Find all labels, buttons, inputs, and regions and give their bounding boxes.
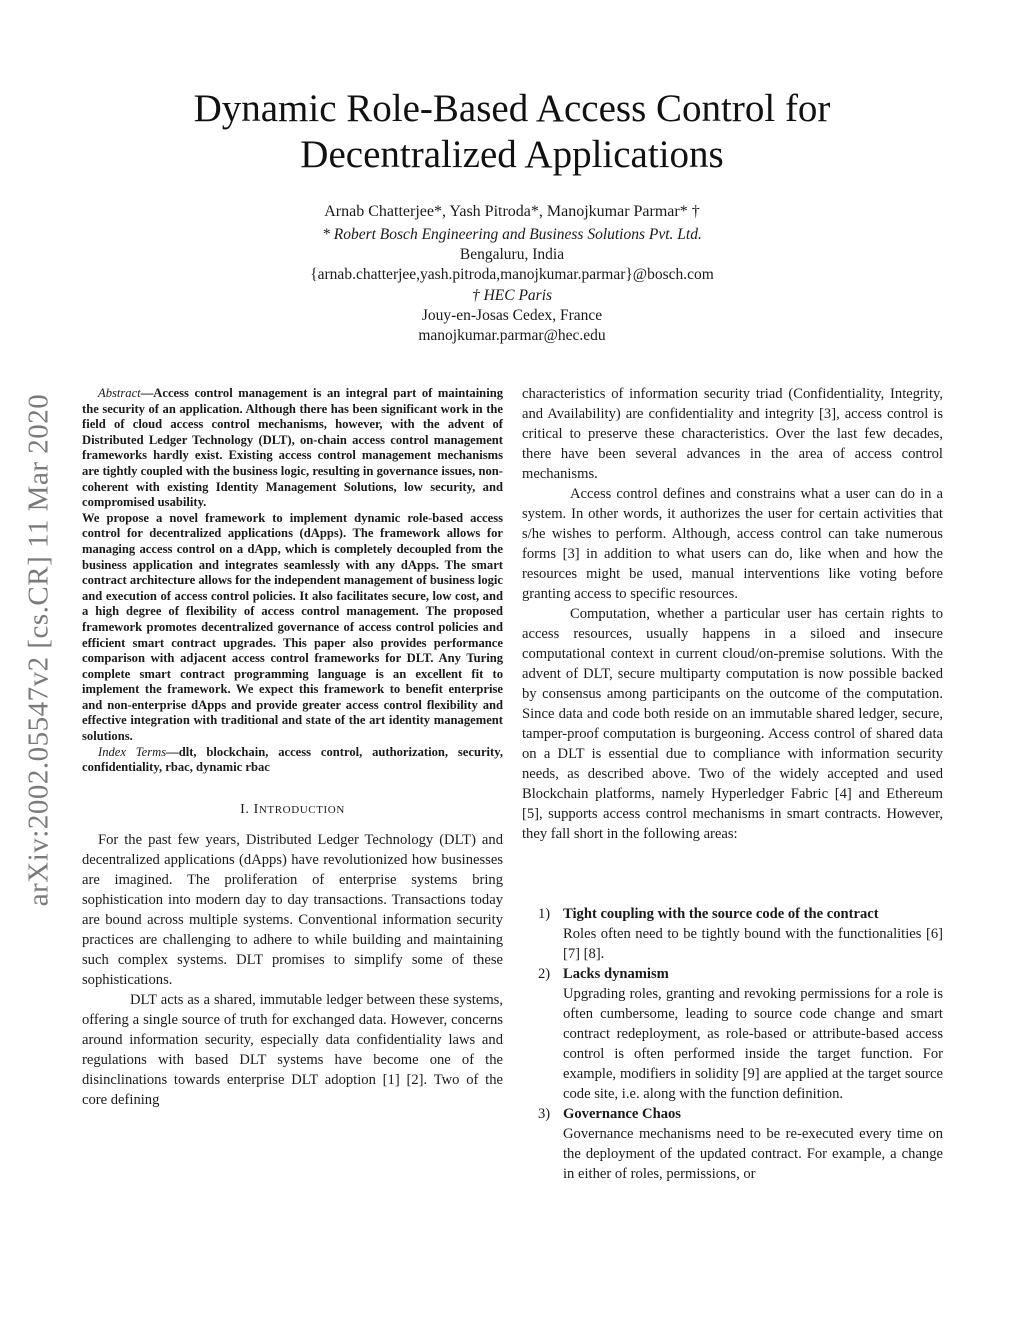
shortcomings-list [522,904,943,1184]
paper-title [100,86,924,178]
affiliation-1-name: * Robert Bosch Engineering and Business Solutions Pvt. Ltd. [322,226,702,243]
affiliation-2-city: Jouy-en-Josas Cedex, France [421,307,603,324]
affiliation-2 [200,286,824,306]
right-paragraph-3: Computation, whether a particular user has certain rights to access resources, usually happens in a siloed and insecure computational context in current cloud/on-premise solutions. With the advent of DLT, secure multiparty computation is now possible backed by consensus among participants on the outcome of the computation. Since data and code both reside on an immutable shared ledger, secure, tamper-proof computation is burgeoning. Access control of shared data on a DLT is essential due to compliance with information security needs, as described above. Two of the widely accepted and used Blockchain platforms, namely Hyperledger Fabric [4] and Ethereum [5], supports access control mechanisms in smart contracts. However, they fall short in the following areas: [522,606,943,842]
right-paragraph-1: characteristics of information security triad (Confidentiality, Integrity, and Availability) are confidentiality and integrity [3], access control is critical to preserve these characteristics. Over the last few decades, there have been several advances in the area of access control mechanisms. [522,386,943,482]
affiliation-1-city: Bengaluru, India [459,246,565,263]
section-heading-introduction [82,800,503,820]
list-item-body: Roles often need to be tightly bound with the functionalities [6] [7] [8]. [563,926,943,962]
arxiv-sidebar-stamp [14,350,64,950]
list-item-title: Lacks dynamism [563,966,669,982]
list-item-number: 1) [538,906,551,922]
index-terms-text: —dlt, blockchain, access control, authorization, security, confidentiality, rbac, dynamic rbac [82,744,503,775]
intro-paragraph-1: For the past few years, Distributed Ledger Technology (DLT) and decentralized applications (dApps) have revolutionized how businesses are imagined. The proliferation of enterprise systems bring sophistication into modern day to day transactions. Transactions today are bound across multiple systems. Conventional information security practices are challenging to adhere to while building and maintaining such complex systems. DLT promises to simplify some of these sophistications. [82,831,503,988]
title-line-1: Dynamic Role-Based Access Control for [193,87,831,130]
list-item-number: 3) [538,1106,551,1122]
affiliation-2-name: † HEC Paris [471,287,553,304]
right-paragraph-2: Access control defines and constrains what a user can do in a system. In other words, it authorizes the user for certain activities that s/he wishes to perform. Although, access control can take numerous forms [3] in addition to what users can do, like when and how the resources might be used, manual interventions like voting before granting access to specific resources. [522,486,943,602]
left-column [82,386,503,1110]
list-item [522,904,943,964]
abstract [82,386,503,776]
right-column [522,384,943,844]
arxiv-id: arXiv:2002.05547v2 [cs.CR] 11 Mar 2020 [22,393,55,907]
list-item [522,1104,943,1184]
list-item-title: Governance Chaos [563,1106,681,1122]
affiliation-2-email: manojkumar.parmar@hec.edu [418,327,606,344]
abstract-paragraph-2: We propose a novel framework to implement dynamic role-based access control for decentralized applications (dApps). The framework allows for managing access control on a dApp, which is completely decoupled from the business application and integrates seamlessly with any dApps. The smart contract architecture allows for the independent management of business logic and execution of access control policies. It also facilitates secure, low cost, and a high degree of flexibility of access control management. The proposed framework promotes decentralized governance of access control policies and efficient smart contract upgrades. This paper also provides performance comparison with adjacent access control frameworks for DLT. Any Turing complete smart contract programming language is an excellent fit to implement the framework. We expect this framework to benefit enterprise and non-enterprise dApps and provide greater access control flexibility and effective integration with traditional and state of the art identity management solutions. [82,510,503,744]
title-line-2: Decentralized Applications [300,133,724,176]
intro-paragraph-2: DLT acts as a shared, immutable ledger between these systems, offering a single source of truth for exchanged data. However, concerns around information security, especially data confidentiality laws and regulations with based DLT systems have become one of the disinclinations towards enterprise DLT adoption [1] [2]. Two of the core defining [82,991,503,1108]
list-item-body: Governance mechanisms need to be re-executed every time on the deployment of the updated contract. For example, a change in either of roles, permissions, or [563,1126,943,1182]
index-terms [82,745,503,776]
affiliation-1-email: {arnab.chatterjee,yash.pitroda,manojkumar.parmar}@bosch.com [310,266,714,283]
abstract-text-1: —Access control management is an integral part of maintaining the security of an application. Although there has been significant work in the field of cloud access control mechanisms, however, with the advent of Distributed Ledger Technology (DLT), on-chain access control management frameworks hardly exist. Existing access control management mechanisms are tightly coupled with the business logic, resulting in governance issues, non-coherent with existing Identity Management Solutions, low security, and compromised usability. [82,386,503,510]
abstract-label: Abstract [98,386,141,400]
section-heading-text: NTRODUCTION [258,803,345,816]
list-item [522,964,943,1104]
list-item-title: Tight coupling with the source code of the contract [563,906,879,922]
section-heading-number: I. I [240,801,259,817]
authors: Arnab Chatterjee*, Yash Pitroda*, Manojkumar Parmar* † [324,203,700,220]
list-item-body: Upgrading roles, granting and revoking permissions for a role is often cumbersome, leading to source code change and smart contract redeployment, as role-based or attribute-based access control is often performed inside the target function. For example, modifiers in solidity [9] are applied at the target source code site, i.e. along with the function definition. [563,986,943,1102]
index-terms-label: Index Terms [98,744,167,759]
list-item-number: 2) [538,966,551,982]
affiliation-1 [200,225,824,245]
abstract-paragraph-1 [82,386,503,511]
